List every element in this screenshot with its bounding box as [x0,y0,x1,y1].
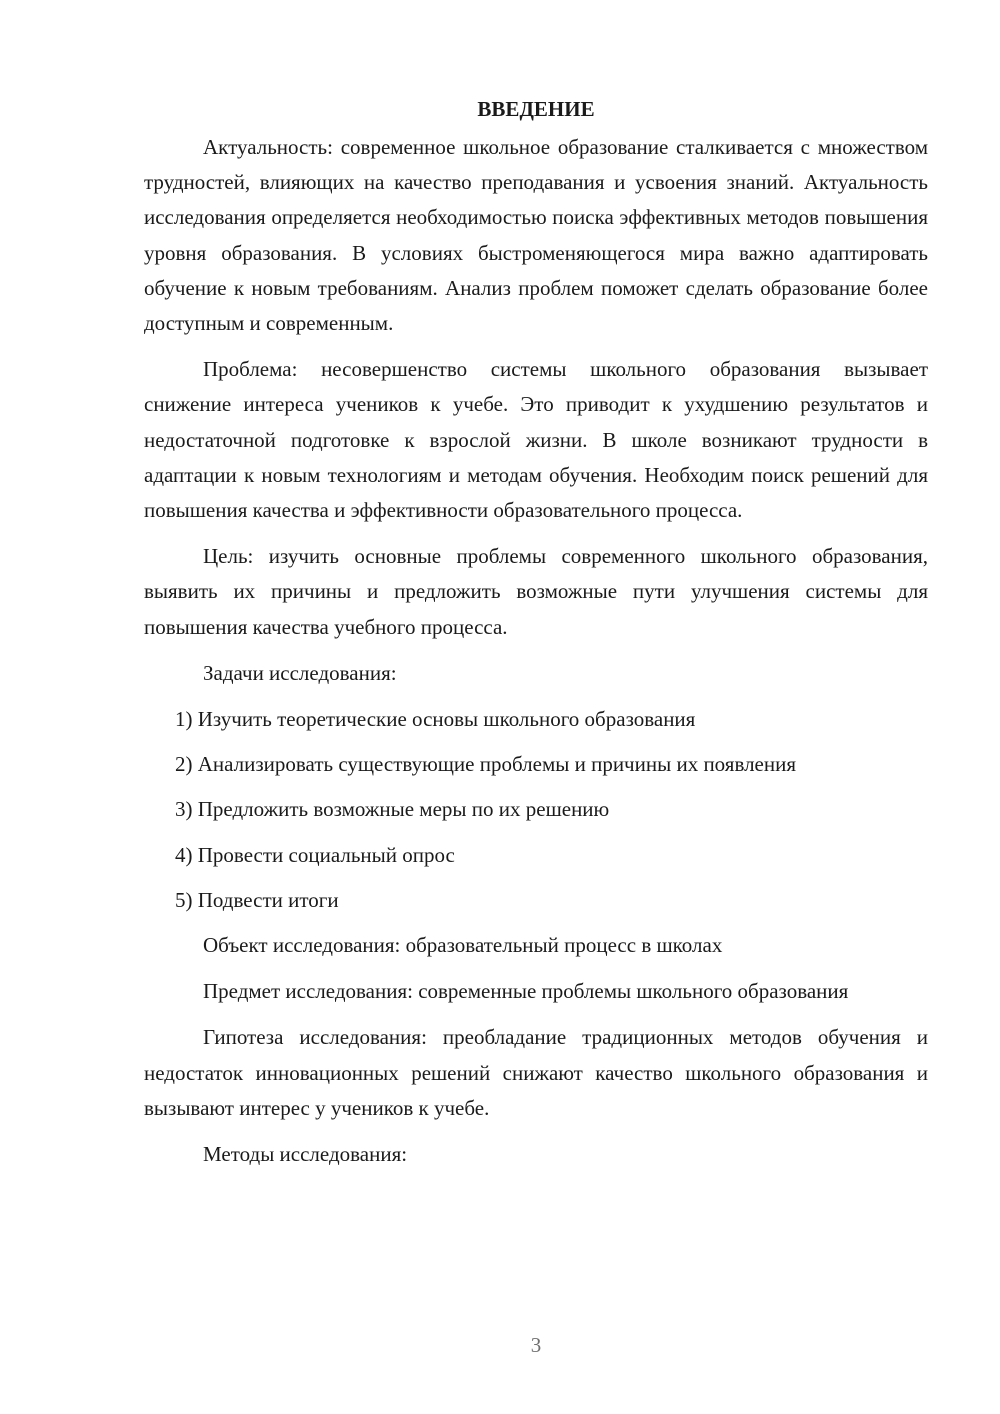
relevance-paragraph: Актуальность: современное школьное образование сталкивается с множеством трудностей, влияющих на качество преподавания и усвоения знаний. Актуальность исследования определяется необходимостью поиска эффективных методов повышения уровня образования. В условиях быстроменяющегося мира важно адаптировать обучение к новым требованиям. Анализ проблем поможет сделать образование более доступным и современным. [144,135,928,336]
task-item: 5) Подвести итоги [175,887,339,912]
task-item: 1) Изучить теоретические основы школьного образования [175,707,696,732]
hypothesis-paragraph: Гипотеза исследования: преобладание традиционных методов обучения и недостаток инновационных решений снижают качество школьного образования и вызывают интерес у учеников к учебе. [144,1025,928,1120]
methods-heading: Методы исследования: [203,1142,408,1167]
page-content [144,92,928,1183]
task-item: 2) Анализировать существующие проблемы и причины их появления [175,752,797,777]
object-paragraph: Объект исследования: образовательный процесс в школах [203,933,723,958]
page-number: 3 [530,1333,542,1357]
task-item: 3) Предложить возможные меры по их решению [175,797,610,822]
goal-paragraph: Цель: изучить основные проблемы современного школьного образования, выявить их причины и предложить возможные пути улучшения системы для повышения качества учебного процесса. [144,544,928,639]
problem-paragraph: Проблема: несовершенство системы школьного образования вызывает снижение интереса учеников к учебе. Это приводит к ухудшению результатов и недостаточной подготовке к взрослой жизни. В школе возникают трудности в адаптации к новым технологиям и методам обучения. Необходим поиск решений для повышения качества и эффективности образовательного процесса. [144,357,928,523]
section-title: ВВЕДЕНИЕ [477,97,595,121]
task-item: 4) Провести социальный опрос [175,842,455,867]
tasks-heading: Задачи исследования: [203,660,397,685]
subject-paragraph: Предмет исследования: современные проблемы школьного образования [203,979,849,1004]
